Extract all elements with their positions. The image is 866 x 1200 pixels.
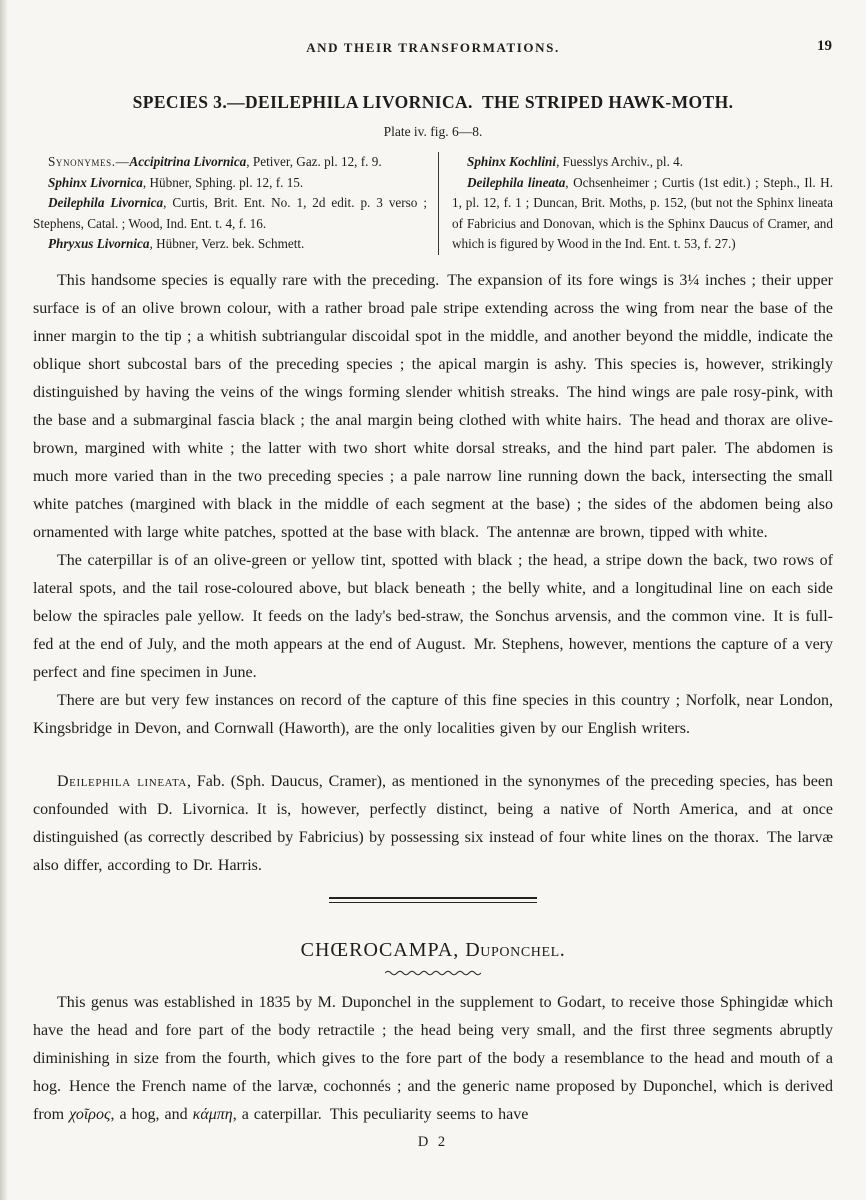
- page-number: 19: [817, 38, 832, 54]
- paragraph-lineata-note: Deilephila lineata, Fab. (Sph. Daucus, Cramer), as mentioned in the synonymes of the preceding species, has been confounded with D. Livornica. It is, however, perfectly distinct, being a native of North America, and at once distinguished (as correctly described by Fabricius) by possessing six instead of four white lines on the thorax. The larvæ also differ, according to Dr. Harris.: [33, 772, 833, 874]
- paragraph-caterpillar: The caterpillar is of an olive-green or yellow tint, spotted with black ; the head, a stripe down the back, two rows of lateral spots, and the tail rose-coloured above, but black beneath ; the belly white, and a longitudinal line on each side below the spiracles pale yellow. It feeds on the lady's bed-straw, the Sonchus arvensis, and the common vine. It is full-fed at the end of July, and the moth appears at the end of August. Mr. Stephens, however, mentions the capture of a very perfect and fine specimen in June.: [33, 551, 833, 681]
- synonym-entry: Deilephila lineata, Ochsenheimer ; Curtis (1st edit.) ; Steph., Il. H. 1, pl. 12, f. 1 ; Duncan, Brit. Moths, p. 152, (but not the Sphinx lineata of Fabricius and Donovan, which is the Sphinx Daucus of Cramer, and which is figured by Wood in the Ind. Ent. t. 53, f. 27.): [452, 174, 833, 252]
- paragraph-localities: There are but very few instances on record of the capture of this fine species in this country ; Norfolk, near London, Kingsbridge in Devon, and Cornwall (Haworth), are the only localities given by our English writers.: [33, 691, 833, 737]
- wavy-rule-icon: [385, 969, 481, 977]
- paragraph-moth-description: This handsome species is equally rare with the preceding. The expansion of its fore wings is 3¼ inches ; their upper surface is of an olive brown colour, with a rather broad pale stripe extending across the wing from near the base of the inner margin to the tip ; a whitish subtriangular discoidal spot in the middle, and another beyond the middle, indicate the oblique short subcostal bars of the preceding species ; the apical margin is ashy. This species is, however, strikingly distinguished by having the veins of the wings forming slender whitish streaks. The hind wings are pale rosy-pink, with the base and a submarginal fascia black ; the anal margin being clothed with white hairs. The head and thorax are olive-brown, margined with white ; the latter with two short white dorsal streaks, and the hind part paler. The abdomen is much more varied than in the two preceding species ; a pale narrow line running down the back, intersecting the small white patches (margined with black in the middle of each segment at the base) ; the sides of the abdomen being also ornamented with large white patches, spotted at the base with black. The antennæ are brown, tipped with white.: [33, 271, 833, 541]
- genus-description: [33, 989, 833, 1129]
- plate-reference: Plate iv. fig. 6—8.: [383, 124, 483, 139]
- synonymes-right-column: [438, 152, 833, 255]
- double-rule: [329, 897, 537, 903]
- synonym-entry: Deilephila Livornica, Curtis, Brit. Ent. No. 1, 2d edit. p. 3 verso ; Stephens, Catal. ; Wood, Ind. Ent. t. 4, f. 16.: [33, 195, 427, 231]
- paragraph-genus-description: This genus was established in 1835 by M. Duponchel in the supplement to Godart, to receive those Sphingidæ which have the head and fore part of the body retractile ; the head being very small, and the first three segments abruptly diminishing in size from the fourth, which gives to the fore part of the body a resemblance to the head and mouth of a hog. Hence the French name of the larvæ, cochonnés ; and the generic name proposed by Duponchel, which is derived from χοῖρος, a hog, and κάμπη, a caterpillar. This peculiarity seems to have: [33, 993, 833, 1123]
- running-header: AND THEIR TRANSFORMATIONS.: [306, 40, 560, 55]
- synonymes-left-column: [33, 152, 438, 255]
- genus-heading: CHŒROCAMPA, Duponchel.: [300, 938, 566, 961]
- synonym-entry: Sphinx Kochlini, Fuesslys Archiv., pl. 4.: [467, 154, 684, 169]
- species-description: [33, 267, 833, 880]
- species-title: SPECIES 3.—DEILEPHILA LIVORNICA. THE STRIPED HAWK-MOTH.: [132, 92, 734, 112]
- synonym-entry: Sphinx Livornica, Hübner, Sphing. pl. 12, f. 15.: [48, 174, 304, 190]
- synonymes-section: [33, 152, 833, 255]
- synonym-entry: Synonymes.—Accipitrina Livornica, Petiver, Gaz. pl. 12, f. 9.: [48, 154, 382, 169]
- running-header-row: [0, 0, 866, 56]
- synonym-entry: Phryxus Livornica, Hübner, Verz. bek. Schmett.: [48, 236, 305, 252]
- footer-signature: D 2: [417, 1133, 449, 1150]
- wavy-rule: [0, 969, 866, 977]
